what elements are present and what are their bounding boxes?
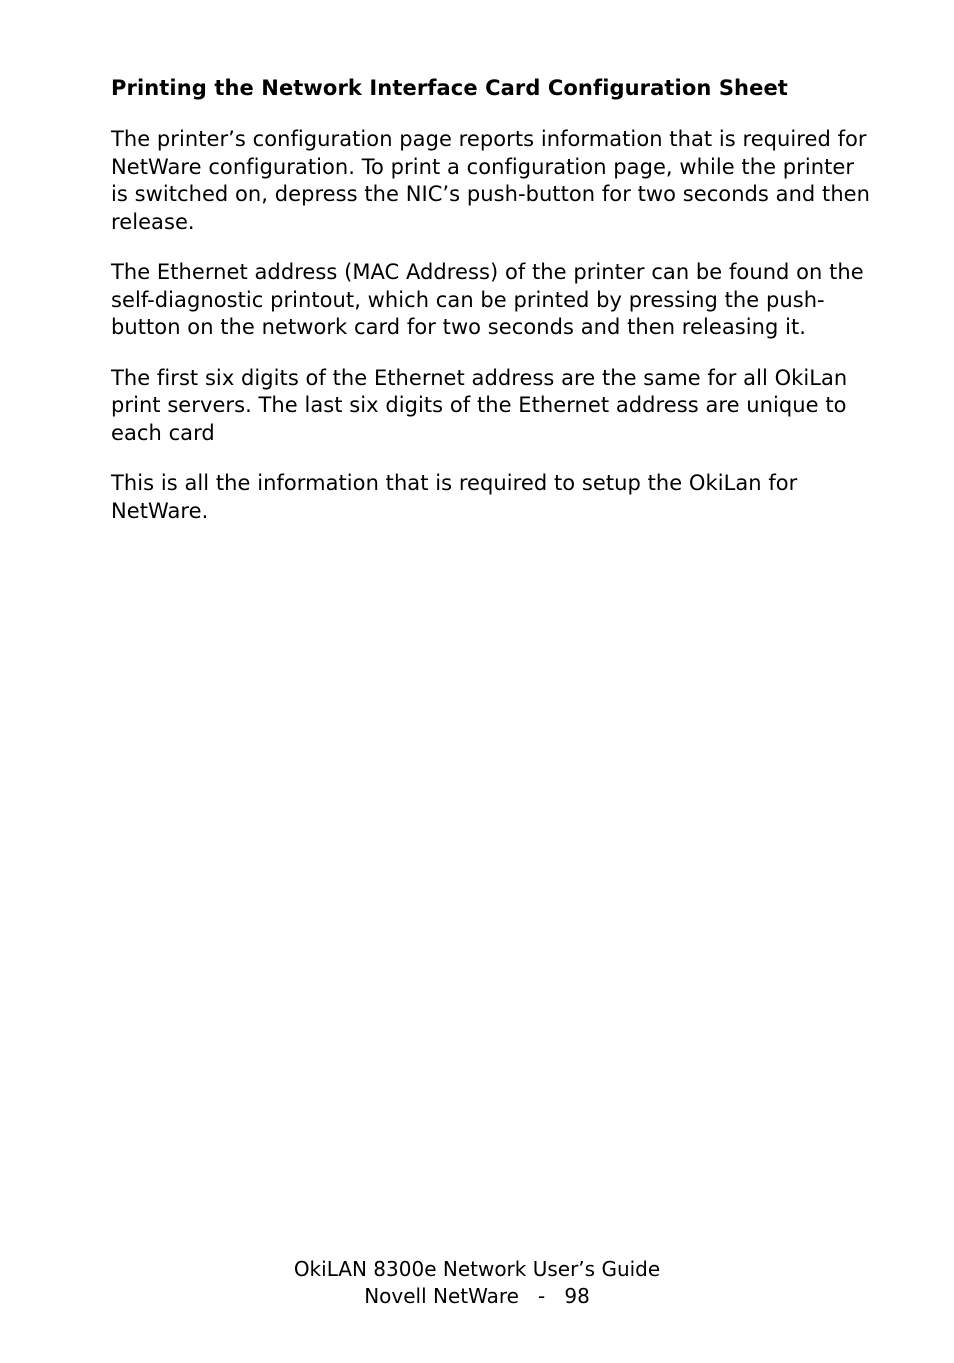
paragraph-first-six-digits: The first six digits of the Ethernet address are the same for all OkiLan print servers. The last six digits of the Ethernet address are unique to each card	[111, 365, 848, 445]
page-number: 98	[564, 1284, 590, 1308]
page-content	[111, 72, 875, 548]
page-footer	[0, 1256, 954, 1310]
paragraph-configuration-page: The printer’s configuration page reports information that is required for NetWare configuration. To print a configuration page, while the printer is switched on, depress the NIC’s push-button for two seconds and then release.	[111, 127, 871, 234]
paragraph-setup-info: This is all the information that is required to setup the OkiLan for NetWare.	[111, 471, 798, 523]
section-heading: Printing the Network Interface Card Configuration Sheet	[111, 76, 788, 100]
paragraph-ethernet-address: The Ethernet address (MAC Address) of the printer can be found on the self-diagnostic printout, which can be printed by pressing the push-button on the network card for two seconds and then releasing it.	[111, 260, 864, 339]
footer-section-line	[0, 1283, 954, 1310]
footer-separator: -	[538, 1284, 546, 1308]
footer-section: Novell NetWare	[364, 1284, 519, 1308]
footer-guide-title: OkiLAN 8300e Network User’s Guide	[293, 1257, 661, 1281]
